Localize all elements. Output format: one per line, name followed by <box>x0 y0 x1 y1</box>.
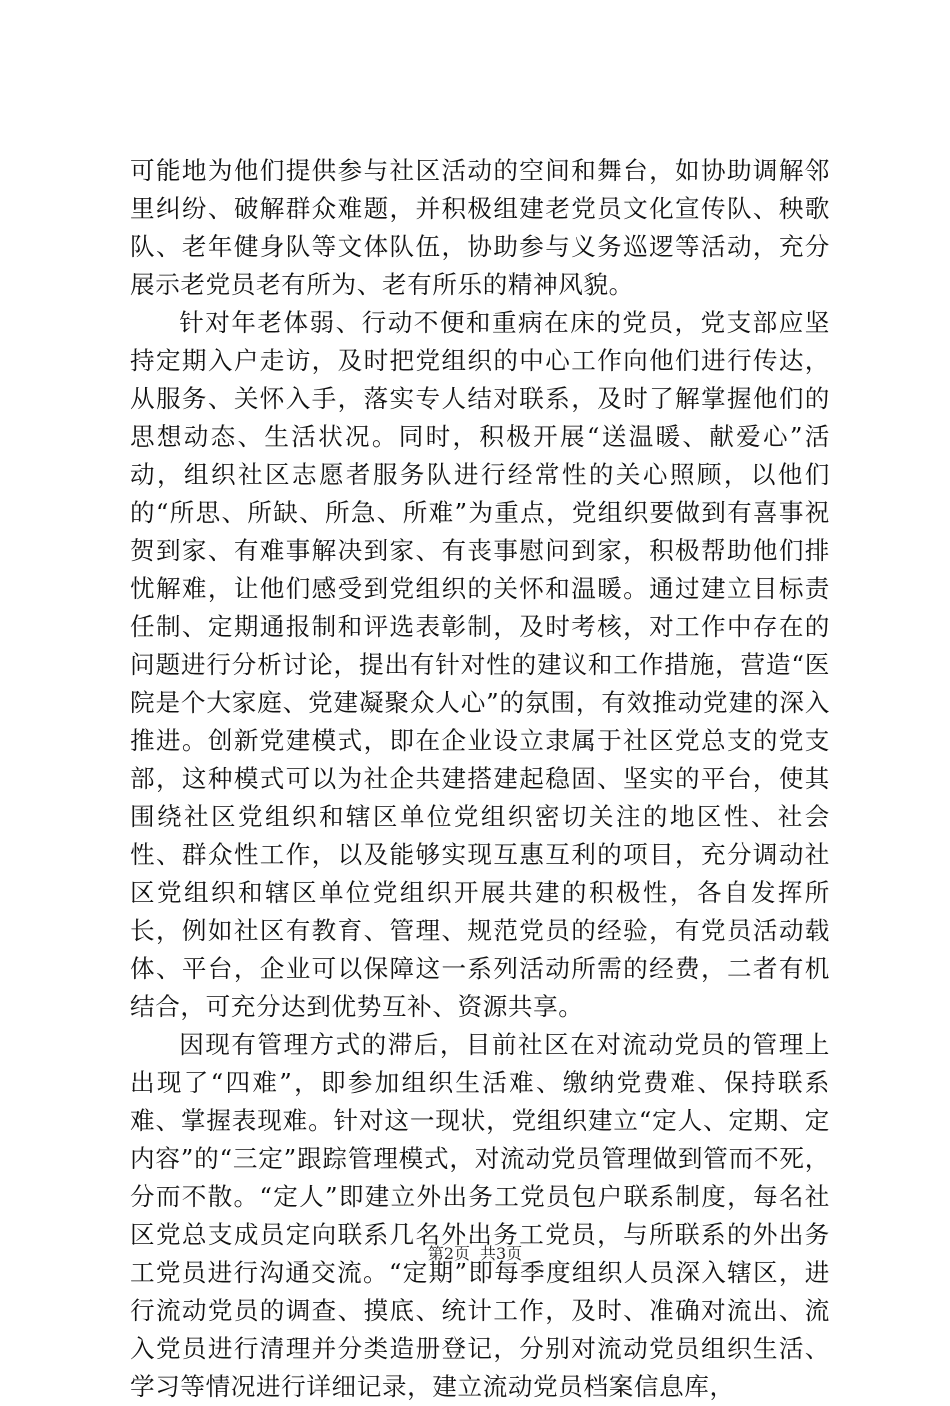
paragraph-3: 因现有管理方式的滞后，目前社区在对流动党员的管理上出现了“四难”，即参加组织生活难、缴纳党费难、保持联系难、掌握表现难。针对这一现状，党组织建立“定人、定期、定内容”的“三定”跟踪管理模式，对流动党员管理做到管而不死，分而不散。“定人”即建立外出务工党员包户联系制度，每名社区党总支成员定向联系几名外出务工党员，与所联系的外出务工党员进行沟通交流。“定期”即每季度组织人员深入辖区，进行流动党员的调查、摸底、统计工作，及时、准确对流出、流入党员进行清理并分类造册登记，分别对流动党员组织生活、学习等情况进行详细记录，建立流动党员档案信息库， <box>130 1030 830 1401</box>
page-total: 共3页 <box>480 1244 523 1263</box>
page-footer <box>0 1244 950 1264</box>
page-number: 第2页 <box>427 1244 470 1263</box>
paragraph-2: 针对年老体弱、行动不便和重病在床的党员，党支部应坚持定期入户走访，及时把党组织的中心工作向他们进行传达，从服务、关怀入手，落实专人结对联系，及时了解掌握他们的思想动态、生活状况。同时，积极开展“送温暖、献爱心”活动，组织社区志愿者服务队进行经常性的关心照顾，以他们的“所思、所缺、所急、所难”为重点，党组织要做到有喜事祝贺到家、有难事解决到家、有丧事慰问到家，积极帮助他们排忧解难，让他们感受到党组织的关怀和温暖。通过建立目标责任制、定期通报制和评选表彰制，及时考核，对工作中存在的问题进行分析讨论，提出有针对性的建议和工作措施，营造“医院是个大家庭、党建凝聚众人心”的氛围，有效推动党建的深入推进。创新党建模式，即在企业设立隶属于社区党总支的党支部，这种模式可以为社企共建搭建起稳固、坚实的平台，使其围绕社区党组织和辖区单位党组织密切关注的地区性、社会性、群众性工作，以及能够实现互惠互利的项目，充分调动社区党组织和辖区单位党组织开展共建的积极性，各自发挥所长，例如社区有教育、管理、规范党员的经验，有党员活动载体、平台，企业可以保障这一系列活动所需的经费，二者有机结合，可充分达到优势互补、资源共享。 <box>130 308 830 1021</box>
document-body <box>130 152 830 1406</box>
paragraph-1: 可能地为他们提供参与社区活动的空间和舞台，如协助调解邻里纠纷、破解群众难题，并积极组建老党员文化宣传队、秧歌队、老年健身队等文体队伍，协助参与义务巡逻等活动，充分展示老党员老有所为、老有所乐的精神风貌。 <box>130 156 830 299</box>
